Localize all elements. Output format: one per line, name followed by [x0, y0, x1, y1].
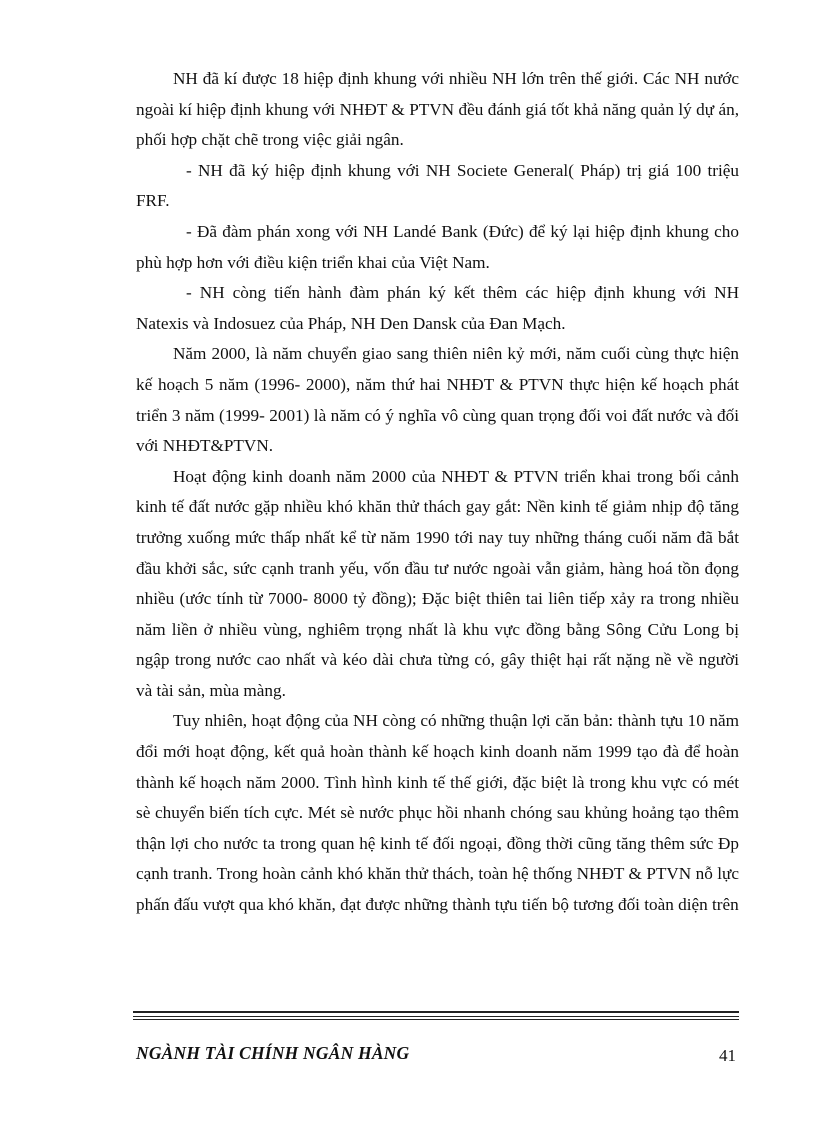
footer-rule-thin — [133, 1016, 739, 1017]
paragraph-year-2000: Năm 2000, là năm chuyển giao sang thiên niên kỷ mới, năm cuối cùng thực hiện kế hoạch 5 năm (1996- 2000), năm thứ hai NHĐT & PTVN thực hiện kế hoạch phát triển 3 năm (1999- 2001) là năm có ý nghĩa vô cùng quan trọng đối voi đất nước và đối với NHĐT&PTVN. — [136, 344, 739, 456]
footer-rule-thin-lower — [133, 1019, 739, 1020]
paragraph-advantages: Tuy nhiên, hoạt động của NH còng có những thuận lợi căn bản: thành tựu 10 năm đổi mới hoạt động, kết quả hoàn thành kế hoạch kinh doanh năm 1999 tạo đà để hoàn thành kế hoạch năm 2000. Tình hình kinh tế thế giới, đặc biệt là trong khu vực có mét sè chuyển biến tích cực. Mét sè nước phục hồi nhanh chóng sau khủng hoảng tạo thêm thận lợi cho nước ta trong quan hệ kinh tế đối ngoại, đồng thời cũng tăng thêm sức Đp cạnh tranh. Trong hoàn cảnh khó khăn thử thách, toàn hệ thống NHĐT & PTVN nỗ lực phấn đấu vượt qua khó khăn, đạt được những thành tựu tiến bộ tương đối toàn diện trên — [136, 711, 739, 915]
footer-rule-thick — [133, 1011, 739, 1013]
bullet-lande-bank: - Đã đàm phán xong với NH Landé Bank (Đức) để ký lại hiệp định khung cho phù hợp hơn với điều kiện triển khai của Việt Nam. — [136, 221, 739, 272]
body-text — [136, 64, 739, 921]
bullet-natexis-indosuez: - NH còng tiến hành đàm phán ký kết thêm các hiệp định khung với NH Natexis và Indosuez của Pháp, NH Den Dansk của Đan Mạch. — [136, 283, 739, 333]
footer-title: NGÀNH TÀI CHÍNH NGÂN HÀNG — [136, 1043, 410, 1063]
paragraph-framework-agreements: NH đã kí được 18 hiệp định khung với nhiều NH lớn trên thế giới. Các NH nước ngoài kí hiệp định khung với NHĐT & PTVN đều đánh giá tốt khả năng quản lý dự án, phối hợp chặt chẽ trong việc giải ngân. — [136, 69, 739, 150]
bullet-societe-general: - NH đã ký hiệp định khung với NH Societe General( Pháp) trị giá 100 triệu FRF. — [136, 160, 739, 211]
page-number: 41 — [719, 1046, 736, 1065]
paragraph-business-context: Hoạt động kinh doanh năm 2000 của NHĐT & PTVN triển khai trong bối cảnh kinh tế đất nước gặp nhiều khó khăn thử thách gay gắt: Nền kinh tế giảm nhịp độ tăng trưởng xuống mức thấp nhất kể từ năm 1990 tới nay tuy những tháng cuối năm đã bắt đầu khởi sắc, sức cạnh tranh yếu, vốn đầu tư nước ngoài vẫn giảm, hàng hoá tồn đọng nhiều (ước tính từ 7000- 8000 tỷ đồng); Đặc biệt thiên tai liên tiếp xảy ra trong nhiều năm liền ở nhiều vùng, nghiêm trọng nhất là khu vực đồng bằng Sông Cửu Long bị ngập trong nước cao nhất và kéo dài chưa từng có, gây thiệt hại rất nặng nề về người và tài sản, mùa màng. — [136, 466, 739, 700]
